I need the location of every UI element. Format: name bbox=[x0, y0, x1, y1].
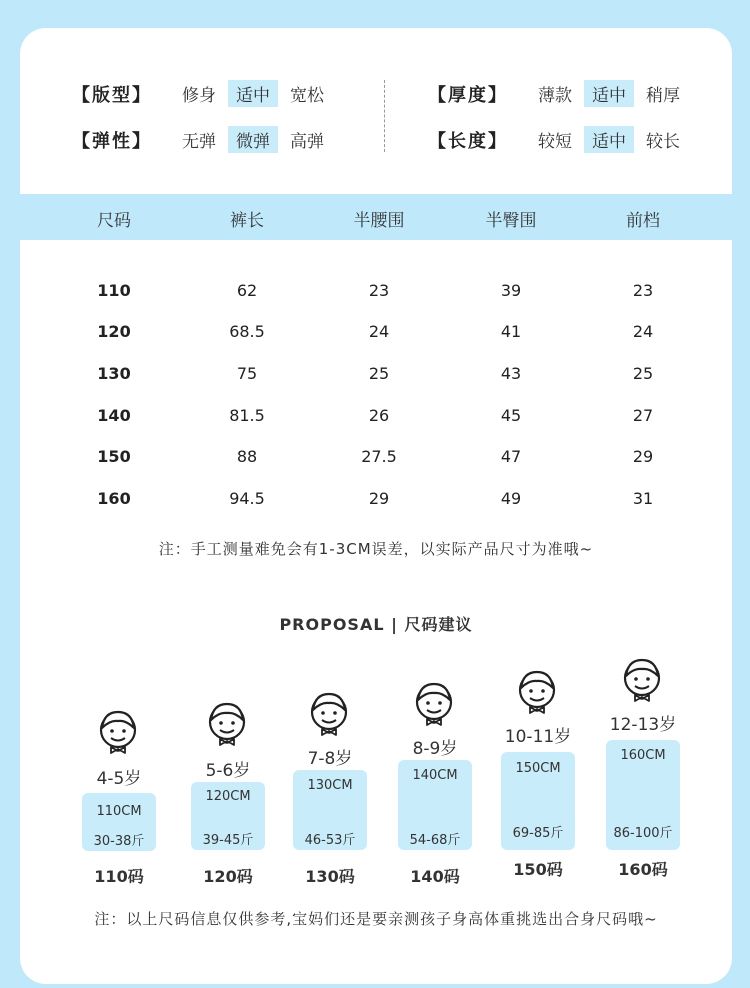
recommended-size: 160码 bbox=[618, 860, 668, 879]
attr-option: 无弹 bbox=[182, 132, 216, 152]
height-label: 140CM bbox=[412, 768, 458, 783]
weight-label: 54-68斤 bbox=[409, 833, 461, 848]
attr-elasticity bbox=[72, 126, 332, 153]
table-row bbox=[20, 489, 732, 513]
table-cell: 68.5 bbox=[229, 322, 265, 341]
table-cell: 29 bbox=[632, 447, 654, 466]
table-cell: 23 bbox=[368, 281, 390, 300]
child-face-icon bbox=[307, 690, 351, 736]
table-cell: 140 bbox=[97, 406, 131, 425]
recommended-size: 130码 bbox=[305, 867, 355, 886]
attr-length bbox=[428, 126, 688, 153]
weight-label: 39-45斤 bbox=[202, 833, 254, 848]
attr-label: 【厚度】 bbox=[428, 84, 508, 106]
attr-thickness bbox=[428, 80, 688, 107]
table-cell: 27 bbox=[632, 406, 654, 425]
height-label: 130CM bbox=[307, 778, 353, 793]
age-label: 12-13岁 bbox=[609, 715, 677, 735]
table-cell: 25 bbox=[368, 364, 390, 383]
child-face-icon bbox=[515, 668, 559, 714]
attr-option: 较长 bbox=[646, 132, 680, 152]
table-row bbox=[20, 406, 732, 430]
table-cell: 45 bbox=[500, 406, 522, 425]
table-row bbox=[20, 364, 732, 388]
child-face-icon bbox=[96, 708, 140, 754]
recommended-size: 150码 bbox=[513, 860, 563, 879]
attr-divider bbox=[384, 80, 385, 152]
attr-option: 稍厚 bbox=[646, 86, 680, 106]
table-cell: 26 bbox=[368, 406, 390, 425]
height-label: 150CM bbox=[515, 761, 561, 776]
table-row bbox=[20, 281, 732, 305]
attr-label: 【长度】 bbox=[428, 130, 508, 152]
table-cell: 110 bbox=[97, 281, 131, 300]
attr-option: 较短 bbox=[538, 132, 572, 152]
table-cell: 130 bbox=[97, 364, 131, 383]
child-face-icon bbox=[205, 700, 249, 746]
header-size: 尺码 bbox=[97, 211, 131, 231]
table-cell: 41 bbox=[500, 322, 522, 341]
table-cell: 88 bbox=[236, 447, 258, 466]
age-label: 10-11岁 bbox=[504, 727, 572, 747]
child-face-icon bbox=[412, 680, 456, 726]
recommended-size: 110码 bbox=[94, 867, 144, 886]
measurement-note: 注：手工测量难免会有1-3CM误差，以实际产品尺寸为准哦~ bbox=[158, 540, 594, 558]
attr-fit bbox=[72, 80, 332, 107]
table-cell: 160 bbox=[97, 489, 131, 508]
table-cell: 94.5 bbox=[229, 489, 265, 508]
table-cell: 31 bbox=[632, 489, 654, 508]
weight-label: 69-85斤 bbox=[512, 826, 564, 841]
weight-label: 30-38斤 bbox=[93, 834, 145, 849]
attr-option: 宽松 bbox=[290, 86, 324, 106]
table-cell: 49 bbox=[500, 489, 522, 508]
size-table-header bbox=[20, 194, 732, 240]
table-cell: 43 bbox=[500, 364, 522, 383]
table-cell: 24 bbox=[632, 322, 654, 341]
height-label: 110CM bbox=[96, 804, 142, 819]
reference-note: 注：以上尺码信息仅供参考,宝妈们还是要亲测孩子身高体重挑选出合身尺码哦~ bbox=[94, 910, 658, 928]
table-row bbox=[20, 322, 732, 346]
size-chart-card bbox=[20, 28, 732, 984]
height-label: 120CM bbox=[205, 789, 251, 804]
recommended-size: 140码 bbox=[410, 867, 460, 886]
table-cell: 150 bbox=[97, 447, 131, 466]
table-cell: 24 bbox=[368, 322, 390, 341]
attr-option-selected: 微弹 bbox=[228, 126, 278, 153]
header-hip: 半臀围 bbox=[485, 211, 537, 231]
table-cell: 120 bbox=[97, 322, 131, 341]
attr-option-selected: 适中 bbox=[584, 80, 634, 107]
attr-option: 薄款 bbox=[538, 86, 572, 106]
table-cell: 29 bbox=[368, 489, 390, 508]
height-label: 160CM bbox=[620, 748, 666, 763]
table-cell: 62 bbox=[236, 281, 258, 300]
header-rise: 前档 bbox=[626, 211, 660, 231]
age-label: 8-9岁 bbox=[412, 739, 458, 759]
table-cell: 27.5 bbox=[361, 447, 397, 466]
age-label: 5-6岁 bbox=[205, 761, 251, 781]
attr-option-selected: 适中 bbox=[584, 126, 634, 153]
table-cell: 23 bbox=[632, 281, 654, 300]
attr-option-selected: 适中 bbox=[228, 80, 278, 107]
proposal-title: PROPOSAL | 尺码建议 bbox=[279, 615, 473, 634]
age-label: 7-8岁 bbox=[307, 749, 353, 769]
table-cell: 81.5 bbox=[229, 406, 265, 425]
table-cell: 39 bbox=[500, 281, 522, 300]
age-label: 4-5岁 bbox=[96, 769, 142, 789]
attr-option: 修身 bbox=[182, 86, 216, 106]
header-length: 裤长 bbox=[230, 211, 264, 231]
recommended-size: 120码 bbox=[203, 867, 253, 886]
table-cell: 75 bbox=[236, 364, 258, 383]
table-row bbox=[20, 447, 732, 471]
table-cell: 25 bbox=[632, 364, 654, 383]
child-face-icon bbox=[620, 656, 664, 702]
attr-label: 【版型】 bbox=[72, 84, 152, 106]
weight-label: 86-100斤 bbox=[613, 826, 673, 841]
header-waist: 半腰围 bbox=[353, 211, 405, 231]
weight-label: 46-53斤 bbox=[304, 833, 356, 848]
table-cell: 47 bbox=[500, 447, 522, 466]
attr-option: 高弹 bbox=[290, 132, 324, 152]
attr-label: 【弹性】 bbox=[72, 130, 152, 152]
